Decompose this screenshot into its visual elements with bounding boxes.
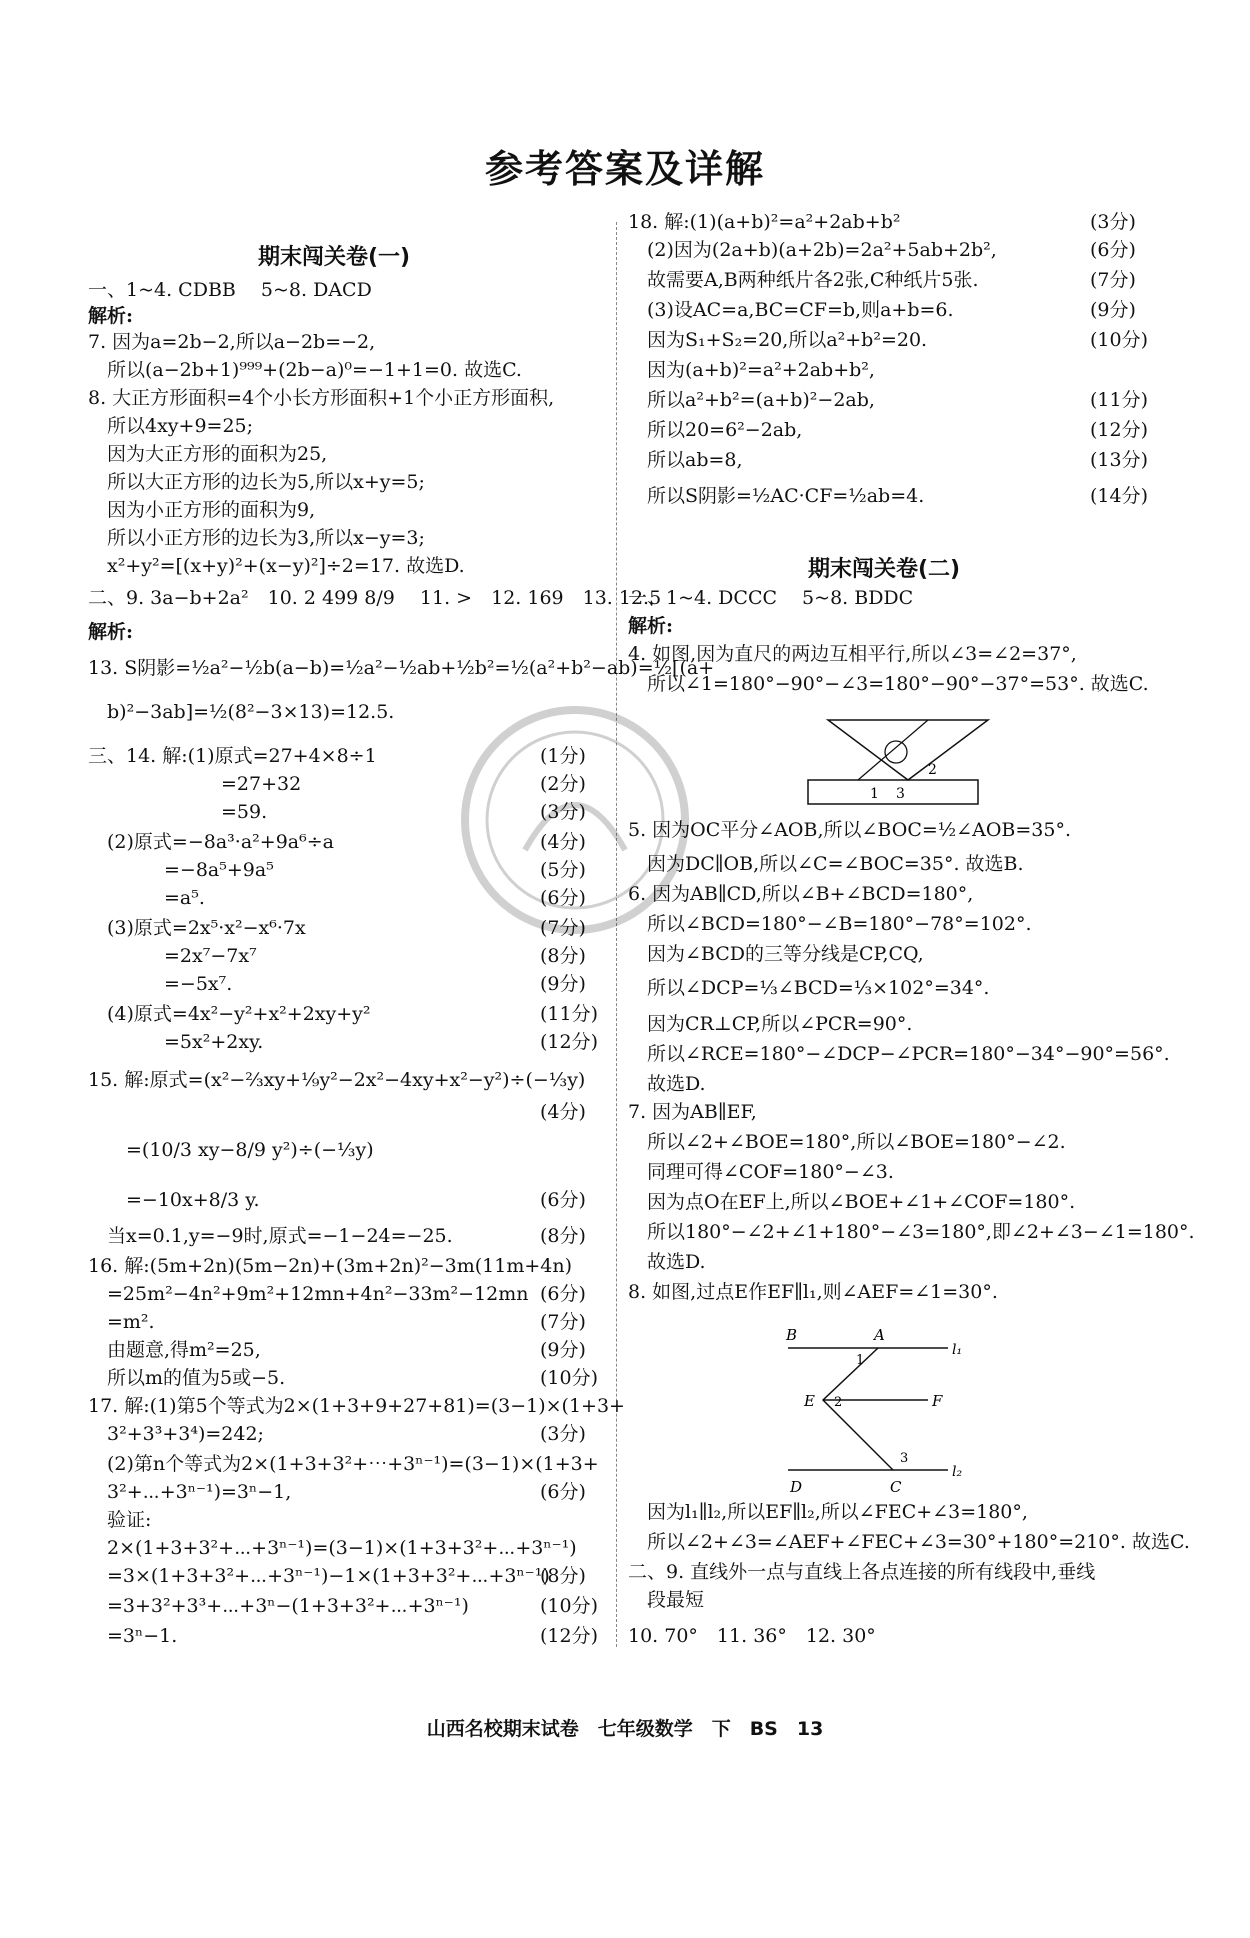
right-text-line: 8. 如图,过点E作EF∥l₁,则∠AEF=∠1=30°. [628, 1281, 998, 1303]
right-text-line: 10. 70° 11. 36° 12. 30° [628, 1625, 876, 1647]
parallel-lines-figure [768, 1320, 988, 1500]
left-text-line: 一、1~4. CDBB 5~8. DACD [88, 279, 372, 301]
left-score-mark: (12分) [540, 1625, 599, 1647]
left-text-line: 16. 解:(5m+2n)(5m−2n)+(3m+2n)²−3m(11m+4n) [88, 1255, 573, 1277]
right-text-line: 5. 因为OC平分∠AOB,所以∠BOC=½∠AOB=35°. [628, 819, 1072, 841]
section-title-2: 期末闯关卷(二) [808, 557, 961, 582]
right-text-line: 故选D. [628, 1073, 706, 1095]
right-score-mark: (11分) [1090, 389, 1149, 411]
right-text-line: 故选D. [628, 1251, 706, 1273]
right-text-line: 所以a²+b²=(a+b)²−2ab, [628, 389, 875, 411]
fig2-label-B: B [786, 1326, 798, 1344]
left-score-mark: (3分) [540, 801, 586, 823]
left-text-line: =−10x+8/3 y. [88, 1189, 260, 1211]
fig2-label-1: 1 [856, 1353, 865, 1368]
page-title: 参考答案及详解 [484, 147, 765, 191]
left-score-mark: (9分) [540, 1339, 586, 1361]
left-text-line: 2×(1+3+3²+⋯+3ⁿ⁻¹)=(3−1)×(1+3+3²+⋯+3ⁿ⁻¹) [88, 1537, 577, 1559]
left-score-mark: (12分) [540, 1031, 599, 1053]
right-text-line: 所以∠2+∠BOE=180°,所以∠BOE=180°−∠2. [628, 1131, 1066, 1153]
right-score-mark: (9分) [1090, 299, 1136, 321]
left-text-line: 由题意,得m²=25, [88, 1339, 261, 1361]
left-text-line: =m². [88, 1311, 155, 1333]
right-text-line: 同理可得∠COF=180°−∠3. [628, 1161, 894, 1183]
left-score-mark: (6分) [540, 1481, 586, 1503]
left-text-line: (2)第n个等式为2×(1+3+3²+⋯+3ⁿ⁻¹)=(3−1)×(1+3+ [88, 1453, 599, 1475]
right-text-line: 所以∠BCD=180°−∠B=180°−78°=102°. [628, 913, 1032, 935]
right-text-line: 因为DC∥OB,所以∠C=∠BOC=35°. 故选B. [628, 853, 1024, 875]
left-text-line: 15. 解:原式=(x²−⅔xy+⅑y²−2x²−4xy+x²−y²)÷(−⅓y) [88, 1069, 586, 1091]
left-text-line: 因为大正方形的面积为25, [88, 443, 328, 465]
left-score-mark: (5分) [540, 859, 586, 881]
fig2-label-E: E [804, 1392, 815, 1410]
right-text-line: 所以S阴影=½AC·CF=½ab=4. [628, 485, 925, 507]
right-text-line: 7. 因为AB∥EF, [628, 1101, 757, 1123]
right-score-mark: (3分) [1090, 211, 1136, 233]
left-score-mark: (7分) [540, 917, 586, 939]
left-text-line: 所以(a−2b+1)⁹⁹⁹+(2b−a)⁰=−1+1=0. 故选C. [88, 359, 522, 381]
left-text-line: b)²−3ab]=½(8²−3×13)=12.5. [88, 701, 395, 723]
right-text-line: 所以∠1=180°−90°−∠3=180°−90°−37°=53°. 故选C. [628, 673, 1149, 695]
left-text-line: x²+y²=[(x+y)²+(x−y)²]÷2=17. 故选D. [88, 555, 465, 577]
left-score-mark: (11分) [540, 1003, 599, 1025]
right-text-line: 所以20=6²−2ab, [628, 419, 803, 441]
left-text-line: (4)原式=4x²−y²+x²+2xy+y² [88, 1003, 371, 1025]
left-text-line: =5x²+2xy. [88, 1031, 264, 1053]
fig2-label-l1: l₁ [952, 1342, 963, 1358]
right-text-line: 6. 因为AB∥CD,所以∠B+∠BCD=180°, [628, 883, 974, 905]
left-text-line: (2)原式=−8a³·a²+9a⁶÷a [88, 831, 334, 853]
left-score-mark: (6分) [540, 1283, 586, 1305]
left-text-line: =59. [88, 801, 268, 823]
right-score-mark: (12分) [1090, 419, 1149, 441]
right-text-line: 因为点O在EF上,所以∠BOE+∠1+∠COF=180°. [628, 1191, 1076, 1213]
right-score-mark: (6分) [1090, 239, 1136, 261]
right-text-line: 因为S₁+S₂=20,所以a²+b²=20. [628, 329, 928, 351]
left-text-line: 当x=0.1,y=−9时,原式=−1−24=−25. [88, 1225, 453, 1247]
right-text-line: (3)设AC=a,BC=CF=b,则a+b=6. [628, 299, 954, 321]
right-text-line: 解析: [628, 615, 674, 637]
right-text-line: (2)因为(2a+b)(a+2b)=2a²+5ab+2b², [628, 239, 997, 261]
left-text-line: 8. 大正方形面积=4个小长方形面积+1个小正方形面积, [88, 387, 555, 409]
right-text-line: 段最短 [628, 1589, 705, 1611]
left-text-line: =(10/3 xy−8/9 y²)÷(−⅓y) [88, 1139, 374, 1161]
fig2-label-A: A [874, 1326, 885, 1344]
left-text-line: 3²+3³+3⁴)=242; [88, 1423, 264, 1445]
left-text-line: =2x⁷−7x⁷ [88, 945, 257, 967]
right-score-mark: (13分) [1090, 449, 1149, 471]
right-text-line: 18. 解:(1)(a+b)²=a²+2ab+b² [628, 211, 901, 233]
right-text-line: 一、1~4. DCCC 5~8. BDDC [628, 587, 914, 609]
page-footer: 山西名校期末试卷 七年级数学 下 BS 13 [426, 1718, 824, 1740]
left-score-mark: (3分) [540, 1423, 586, 1445]
left-text-line: =a⁵. [88, 887, 205, 909]
right-text-line: 因为l₁∥l₂,所以EF∥l₂,所以∠FEC+∠3=180°, [628, 1501, 1028, 1523]
right-score-mark: (7分) [1090, 269, 1136, 291]
fig2-label-C: C [890, 1478, 902, 1496]
fig2-label-3: 3 [900, 1451, 909, 1466]
right-text-line: 故需要A,B两种纸片各2张,C种纸片5张. [628, 269, 979, 291]
left-score-mark: (1分) [540, 745, 586, 767]
fig2-label-D: D [790, 1478, 803, 1496]
right-text-line: 所以∠RCE=180°−∠DCP−∠PCR=180°−34°−90°=56°. [628, 1043, 1170, 1065]
right-text-line: 所以180°−∠2+∠1+180°−∠3=180°,即∠2+∠3−∠1=180°. [628, 1221, 1195, 1243]
right-text-line: 因为(a+b)²=a²+2ab+b², [628, 359, 875, 381]
left-text-line: 解析: [88, 621, 134, 643]
right-text-line: 所以ab=8, [628, 449, 743, 471]
left-text-line: 解析: [88, 305, 134, 327]
fig2-label-F: F [932, 1392, 943, 1410]
left-text-line: =3+3²+3³+⋯+3ⁿ−(1+3+3²+⋯+3ⁿ⁻¹) [88, 1595, 469, 1617]
left-text-line: =3×(1+3+3²+⋯+3ⁿ⁻¹)−1×(1+3+3²+⋯+3ⁿ⁻¹) [88, 1565, 550, 1587]
left-text-line: 所以m的值为5或−5. [88, 1367, 286, 1389]
right-text-line: 所以∠2+∠3=∠AEF+∠FEC+∠3=30°+180°=210°. 故选C. [628, 1531, 1190, 1553]
left-text-line: 3²+⋯+3ⁿ⁻¹)=3ⁿ−1, [88, 1481, 292, 1503]
right-text-line: 二、9. 直线外一点与直线上各点连接的所有线段中,垂线 [628, 1561, 1096, 1583]
left-text-line: 因为小正方形的面积为9, [88, 499, 316, 521]
left-text-line: 所以小正方形的边长为3,所以x−y=3; [88, 527, 425, 549]
section-title-1: 期末闯关卷(一) [258, 245, 411, 270]
fig2-label-l2: l₂ [952, 1464, 963, 1480]
right-score-mark: (14分) [1090, 485, 1149, 507]
left-score-mark: (2分) [540, 773, 586, 795]
left-text-line: 所以大正方形的边长为5,所以x+y=5; [88, 471, 425, 493]
watermark-stamp [455, 700, 695, 940]
left-score-mark: (8分) [540, 1565, 586, 1587]
left-text-line: 7. 因为a=2b−2,所以a−2b=−2, [88, 331, 376, 353]
left-score-mark: (6分) [540, 1189, 586, 1211]
right-text-line: 因为∠BCD的三等分线是CP,CQ, [628, 943, 924, 965]
left-text-line: =−8a⁵+9a⁵ [88, 859, 274, 881]
fig1-label-3: 3 [896, 786, 905, 802]
fig1-label-2: 2 [928, 762, 937, 778]
right-text-line: 所以∠DCP=⅓∠BCD=⅓×102°=34°. [628, 977, 990, 999]
left-score-mark: (10分) [540, 1367, 599, 1389]
left-text-line: 13. S阴影=½a²−½b(a−b)=½a²−½ab+½b²=½(a²+b²−ab)=½[(a+ [88, 657, 715, 679]
left-score-mark: (6分) [540, 887, 586, 909]
left-score-mark: (4分) [540, 831, 586, 853]
right-text-line: 因为CR⊥CP,所以∠PCR=90°. [628, 1013, 913, 1035]
left-score-mark: (4分) [540, 1101, 586, 1123]
ruler-triangle-figure [798, 712, 998, 822]
left-score-mark: (8分) [540, 1225, 586, 1247]
left-text-line: 17. 解:(1)第5个等式为2×(1+3+9+27+81)=(3−1)×(1+3+ [88, 1395, 625, 1417]
left-text-line: 二、9. 3a−b+2a² 10. 2 499 8/9 11. > 12. 169 13. 12.5 [88, 587, 662, 609]
left-score-mark: (10分) [540, 1595, 599, 1617]
fig1-label-1: 1 [870, 786, 879, 802]
left-score-mark: (8分) [540, 945, 586, 967]
left-text-line: =3ⁿ−1. [88, 1625, 178, 1647]
left-score-mark: (7分) [540, 1311, 586, 1333]
left-text-line: (3)原式=2x⁵·x²−x⁶·7x [88, 917, 306, 939]
left-text-line: =27+32 [88, 773, 302, 795]
left-text-line: 验证: [88, 1509, 152, 1531]
fig2-label-2: 2 [834, 1395, 843, 1410]
left-text-line: 三、14. 解:(1)原式=27+4×8÷1 [88, 745, 377, 767]
left-text-line: =−5x⁷. [88, 973, 233, 995]
left-text-line: =25m²−4n²+9m²+12mn+4n²−33m²−12mn [88, 1283, 529, 1305]
left-score-mark: (9分) [540, 973, 586, 995]
right-score-mark: (10分) [1090, 329, 1149, 351]
left-text-line: 所以4xy+9=25; [88, 415, 254, 437]
right-text-line: 4. 如图,因为直尺的两边互相平行,所以∠3=∠2=37°, [628, 643, 1077, 665]
